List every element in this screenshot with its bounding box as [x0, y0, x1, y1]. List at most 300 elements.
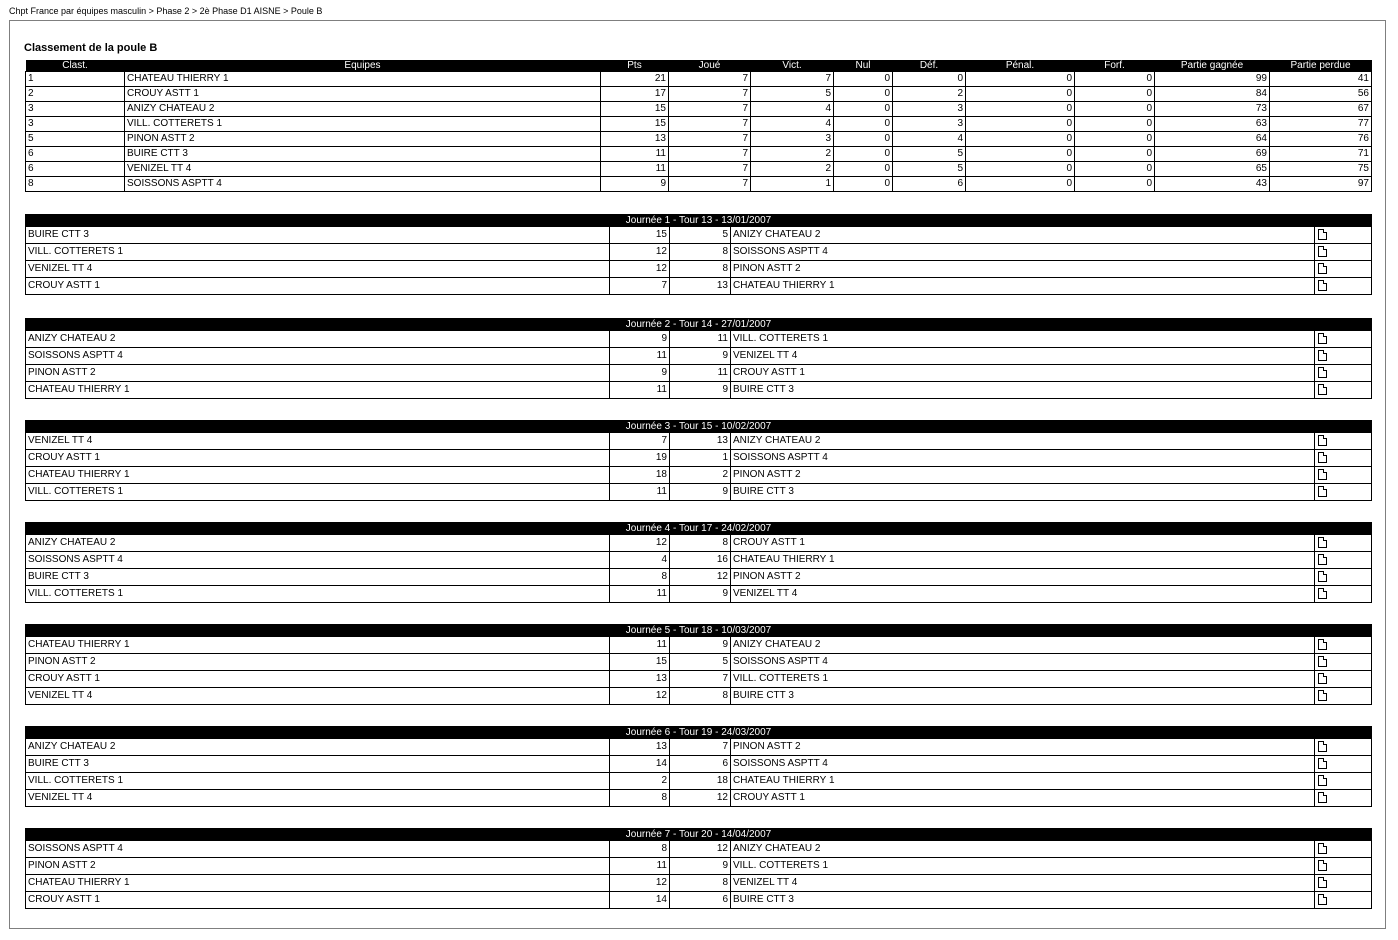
away-score: 7	[670, 671, 731, 688]
match-row	[26, 773, 1372, 790]
standings-row	[26, 117, 1372, 132]
away-team: BUIRE CTT 3	[731, 688, 1315, 705]
match-row	[26, 227, 1372, 244]
standings-cell: 0	[966, 177, 1075, 192]
standings-cell: 3	[26, 102, 125, 117]
away-team: ANIZY CHATEAU 2	[731, 841, 1315, 858]
home-team: ANIZY CHATEAU 2	[26, 535, 610, 552]
standings-cell: 0	[1075, 132, 1155, 147]
document-icon[interactable]	[1318, 656, 1327, 667]
standings-cell: 3	[751, 132, 834, 147]
match-sheet-cell	[1315, 841, 1372, 858]
match-sheet-cell	[1315, 756, 1372, 773]
standings-cell: 77	[1270, 117, 1372, 132]
standings-cell: 5	[893, 147, 966, 162]
document-icon[interactable]	[1318, 452, 1327, 463]
standings-cell: 4	[751, 102, 834, 117]
document-icon[interactable]	[1318, 673, 1327, 684]
document-icon[interactable]	[1318, 486, 1327, 497]
away-team: SOISSONS ASPTT 4	[731, 450, 1315, 467]
home-score: 8	[610, 841, 670, 858]
journee-title: Journée 1 - Tour 13 - 13/01/2007	[26, 215, 1372, 227]
away-score: 6	[670, 892, 731, 909]
document-icon[interactable]	[1318, 741, 1327, 752]
standings-cell: 3	[26, 117, 125, 132]
document-icon[interactable]	[1318, 229, 1327, 240]
away-team: CROUY ASTT 1	[731, 535, 1315, 552]
document-icon[interactable]	[1318, 554, 1327, 565]
home-team: VILL. COTTERETS 1	[26, 586, 610, 603]
home-team: BUIRE CTT 3	[26, 756, 610, 773]
match-row	[26, 348, 1372, 365]
standings-cell: 0	[834, 72, 893, 87]
away-score: 12	[670, 841, 731, 858]
home-score: 8	[610, 790, 670, 807]
match-row	[26, 688, 1372, 705]
home-team: VENIZEL TT 4	[26, 790, 610, 807]
standings-cell: 84	[1155, 87, 1270, 102]
away-team: ANIZY CHATEAU 2	[731, 433, 1315, 450]
match-sheet-cell	[1315, 637, 1372, 654]
match-sheet-cell	[1315, 790, 1372, 807]
team-name: ANIZY CHATEAU 2	[125, 102, 601, 117]
team-name: SOISSONS ASPTT 4	[125, 177, 601, 192]
document-icon[interactable]	[1318, 860, 1327, 871]
document-icon[interactable]	[1318, 588, 1327, 599]
journee-title: Journée 3 - Tour 15 - 10/02/2007	[26, 421, 1372, 433]
match-sheet-cell	[1315, 688, 1372, 705]
document-icon[interactable]	[1318, 843, 1327, 854]
match-sheet-cell	[1315, 244, 1372, 261]
away-score: 9	[670, 348, 731, 365]
standings-cell: 0	[834, 87, 893, 102]
match-row	[26, 875, 1372, 892]
match-row	[26, 756, 1372, 773]
away-score: 5	[670, 654, 731, 671]
away-score: 9	[670, 637, 731, 654]
home-score: 19	[610, 450, 670, 467]
away-score: 16	[670, 552, 731, 569]
match-sheet-cell	[1315, 875, 1372, 892]
standings-cell: 2	[751, 147, 834, 162]
away-score: 9	[670, 586, 731, 603]
home-score: 8	[610, 569, 670, 586]
away-score: 8	[670, 244, 731, 261]
standings-table	[25, 60, 1372, 192]
match-row	[26, 739, 1372, 756]
away-team: VENIZEL TT 4	[731, 586, 1315, 603]
away-score: 1	[670, 450, 731, 467]
standings-cell: 0	[966, 102, 1075, 117]
standings-cell: 75	[1270, 162, 1372, 177]
away-team: BUIRE CTT 3	[731, 892, 1315, 909]
away-score: 12	[670, 790, 731, 807]
match-row	[26, 790, 1372, 807]
standings-cell: 0	[966, 72, 1075, 87]
standings-cell: 97	[1270, 177, 1372, 192]
standings-cell: 0	[966, 117, 1075, 132]
standings-cell: 99	[1155, 72, 1270, 87]
away-score: 8	[670, 688, 731, 705]
home-team: BUIRE CTT 3	[26, 227, 610, 244]
journee-title: Journée 7 - Tour 20 - 14/04/2007	[26, 829, 1372, 841]
standings-cell: 0	[1075, 102, 1155, 117]
standings-title: Classement de la poule B	[24, 42, 158, 54]
away-score: 9	[670, 382, 731, 399]
standings-cell: 7	[669, 162, 751, 177]
document-icon[interactable]	[1318, 758, 1327, 769]
away-team: ANIZY CHATEAU 2	[731, 637, 1315, 654]
away-team: PINON ASTT 2	[731, 467, 1315, 484]
away-score: 2	[670, 467, 731, 484]
standings-cell: 3	[893, 117, 966, 132]
standings-cell: 0	[1075, 147, 1155, 162]
match-row	[26, 244, 1372, 261]
home-team: PINON ASTT 2	[26, 654, 610, 671]
home-team: CROUY ASTT 1	[26, 450, 610, 467]
away-score: 13	[670, 433, 731, 450]
standings-cell: 11	[601, 162, 669, 177]
col-header-clast: Clast.	[26, 60, 125, 72]
col-header-partie-gagnee: Partie gagnée	[1155, 60, 1270, 72]
home-score: 12	[610, 244, 670, 261]
home-score: 11	[610, 484, 670, 501]
standings-cell: 6	[26, 147, 125, 162]
document-icon[interactable]	[1318, 639, 1327, 650]
home-team: SOISSONS ASPTT 4	[26, 348, 610, 365]
match-sheet-cell	[1315, 858, 1372, 875]
standings-cell: 7	[669, 72, 751, 87]
document-icon[interactable]	[1318, 877, 1327, 888]
standings-cell: 7	[669, 132, 751, 147]
home-team: CROUY ASTT 1	[26, 892, 610, 909]
standings-cell: 0	[1075, 72, 1155, 87]
standings-cell: 3	[893, 102, 966, 117]
standings-cell: 64	[1155, 132, 1270, 147]
match-sheet-cell	[1315, 739, 1372, 756]
standings-cell: 7	[669, 147, 751, 162]
standings-cell: 5	[26, 132, 125, 147]
home-team: CROUY ASTT 1	[26, 671, 610, 688]
match-sheet-cell	[1315, 382, 1372, 399]
standings-cell: 76	[1270, 132, 1372, 147]
match-sheet-cell	[1315, 467, 1372, 484]
standings-row	[26, 102, 1372, 117]
standings-cell: 4	[751, 117, 834, 132]
standings-cell: 9	[601, 177, 669, 192]
standings-cell: 1	[751, 177, 834, 192]
team-name: PINON ASTT 2	[125, 132, 601, 147]
home-score: 12	[610, 535, 670, 552]
away-score: 18	[670, 773, 731, 790]
journee-table	[25, 828, 1372, 909]
journee-table	[25, 522, 1372, 603]
away-score: 9	[670, 858, 731, 875]
match-row	[26, 892, 1372, 909]
standings-cell: 2	[893, 87, 966, 102]
team-name: BUIRE CTT 3	[125, 147, 601, 162]
standings-cell: 7	[751, 72, 834, 87]
match-row	[26, 433, 1372, 450]
match-sheet-cell	[1315, 654, 1372, 671]
away-team: CROUY ASTT 1	[731, 790, 1315, 807]
home-team: CHATEAU THIERRY 1	[26, 875, 610, 892]
home-team: PINON ASTT 2	[26, 365, 610, 382]
standings-row	[26, 177, 1372, 192]
standings-cell: 13	[601, 132, 669, 147]
away-score: 6	[670, 756, 731, 773]
team-name: VILL. COTTERETS 1	[125, 117, 601, 132]
document-icon[interactable]	[1318, 690, 1327, 701]
match-row	[26, 484, 1372, 501]
standings-cell: 7	[669, 102, 751, 117]
match-sheet-cell	[1315, 671, 1372, 688]
home-team: VENIZEL TT 4	[26, 688, 610, 705]
document-icon[interactable]	[1318, 775, 1327, 786]
away-team: PINON ASTT 2	[731, 569, 1315, 586]
match-row	[26, 331, 1372, 348]
home-team: ANIZY CHATEAU 2	[26, 331, 610, 348]
away-team: CHATEAU THIERRY 1	[731, 773, 1315, 790]
away-score: 11	[670, 365, 731, 382]
away-team: VILL. COTTERETS 1	[731, 331, 1315, 348]
away-score: 8	[670, 261, 731, 278]
team-name: CHATEAU THIERRY 1	[125, 72, 601, 87]
standings-cell: 0	[966, 147, 1075, 162]
match-row	[26, 261, 1372, 278]
home-team: VENIZEL TT 4	[26, 261, 610, 278]
home-team: SOISSONS ASPTT 4	[26, 841, 610, 858]
standings-cell: 1	[26, 72, 125, 87]
standings-cell: 0	[966, 162, 1075, 177]
col-header-nul: Nul	[834, 60, 893, 72]
journee-table	[25, 624, 1372, 705]
standings-cell: 4	[893, 132, 966, 147]
home-score: 13	[610, 671, 670, 688]
journee-table	[25, 420, 1372, 501]
col-header-pts: Pts	[601, 60, 669, 72]
journee-table	[25, 214, 1372, 295]
match-row	[26, 552, 1372, 569]
away-score: 11	[670, 331, 731, 348]
home-score: 11	[610, 382, 670, 399]
match-sheet-cell	[1315, 450, 1372, 467]
standings-cell: 6	[26, 162, 125, 177]
standings-cell: 0	[834, 132, 893, 147]
home-score: 11	[610, 858, 670, 875]
standings-cell: 6	[893, 177, 966, 192]
match-sheet-cell	[1315, 586, 1372, 603]
standings-cell: 43	[1155, 177, 1270, 192]
match-sheet-cell	[1315, 261, 1372, 278]
col-header-forf: Forf.	[1075, 60, 1155, 72]
document-icon[interactable]	[1318, 537, 1327, 548]
home-score: 18	[610, 467, 670, 484]
standings-cell: 0	[966, 87, 1075, 102]
away-team: CROUY ASTT 1	[731, 365, 1315, 382]
document-icon[interactable]	[1318, 435, 1327, 446]
standings-cell: 73	[1155, 102, 1270, 117]
home-score: 11	[610, 348, 670, 365]
match-sheet-cell	[1315, 433, 1372, 450]
home-team: BUIRE CTT 3	[26, 569, 610, 586]
home-score: 9	[610, 365, 670, 382]
standings-cell: 0	[1075, 87, 1155, 102]
team-name: CROUY ASTT 1	[125, 87, 601, 102]
away-team: VENIZEL TT 4	[731, 348, 1315, 365]
col-header-partie-perdue: Partie perdue	[1270, 60, 1372, 72]
away-score: 8	[670, 535, 731, 552]
standings-cell: 0	[834, 117, 893, 132]
standings-cell: 21	[601, 72, 669, 87]
standings-cell: 7	[669, 117, 751, 132]
document-icon[interactable]	[1318, 246, 1327, 257]
col-header-joue: Joué	[669, 60, 751, 72]
match-row	[26, 467, 1372, 484]
away-team: BUIRE CTT 3	[731, 382, 1315, 399]
home-score: 14	[610, 756, 670, 773]
away-team: CHATEAU THIERRY 1	[731, 278, 1315, 295]
standings-row	[26, 132, 1372, 147]
home-score: 4	[610, 552, 670, 569]
standings-row	[26, 147, 1372, 162]
home-score: 7	[610, 433, 670, 450]
standings-cell: 0	[1075, 162, 1155, 177]
standings-row	[26, 72, 1372, 87]
standings-cell: 63	[1155, 117, 1270, 132]
standings-cell: 0	[1075, 177, 1155, 192]
document-icon[interactable]	[1318, 263, 1327, 274]
col-header-equipes: Equipes	[125, 60, 601, 72]
home-score: 7	[610, 278, 670, 295]
home-score: 15	[610, 654, 670, 671]
away-team: SOISSONS ASPTT 4	[731, 654, 1315, 671]
match-sheet-cell	[1315, 227, 1372, 244]
journee-title: Journée 6 - Tour 19 - 24/03/2007	[26, 727, 1372, 739]
match-row	[26, 535, 1372, 552]
standings-cell: 8	[26, 177, 125, 192]
match-row	[26, 637, 1372, 654]
away-score: 7	[670, 739, 731, 756]
col-header-def: Déf.	[893, 60, 966, 72]
match-row	[26, 858, 1372, 875]
away-team: VILL. COTTERETS 1	[731, 858, 1315, 875]
match-sheet-cell	[1315, 365, 1372, 382]
home-team: CHATEAU THIERRY 1	[26, 637, 610, 654]
home-score: 15	[610, 227, 670, 244]
journee-title: Journée 4 - Tour 17 - 24/02/2007	[26, 523, 1372, 535]
home-score: 13	[610, 739, 670, 756]
standings-row	[26, 87, 1372, 102]
away-team: CHATEAU THIERRY 1	[731, 552, 1315, 569]
match-sheet-cell	[1315, 535, 1372, 552]
standings-cell: 15	[601, 102, 669, 117]
document-icon[interactable]	[1318, 350, 1327, 361]
match-sheet-cell	[1315, 773, 1372, 790]
home-team: CHATEAU THIERRY 1	[26, 382, 610, 399]
team-name: VENIZEL TT 4	[125, 162, 601, 177]
match-sheet-cell	[1315, 348, 1372, 365]
match-sheet-cell	[1315, 552, 1372, 569]
document-icon[interactable]	[1318, 384, 1327, 395]
match-row	[26, 382, 1372, 399]
standings-cell: 0	[966, 132, 1075, 147]
away-team: VILL. COTTERETS 1	[731, 671, 1315, 688]
document-icon[interactable]	[1318, 367, 1327, 378]
match-sheet-cell	[1315, 278, 1372, 295]
journee-title: Journée 5 - Tour 18 - 10/03/2007	[26, 625, 1372, 637]
document-icon[interactable]	[1318, 280, 1327, 291]
journee-title: Journée 2 - Tour 14 - 27/01/2007	[26, 319, 1372, 331]
match-row	[26, 671, 1372, 688]
match-sheet-cell	[1315, 484, 1372, 501]
home-score: 12	[610, 688, 670, 705]
standings-cell: 17	[601, 87, 669, 102]
standings-cell: 2	[751, 162, 834, 177]
standings-cell: 11	[601, 147, 669, 162]
standings-cell: 0	[834, 162, 893, 177]
match-row	[26, 365, 1372, 382]
standings-cell: 0	[834, 102, 893, 117]
document-icon[interactable]	[1318, 333, 1327, 344]
standings-cell: 2	[26, 87, 125, 102]
document-icon[interactable]	[1318, 469, 1327, 480]
match-row	[26, 654, 1372, 671]
home-team: PINON ASTT 2	[26, 858, 610, 875]
home-team: CROUY ASTT 1	[26, 278, 610, 295]
standings-cell: 71	[1270, 147, 1372, 162]
standings-cell: 15	[601, 117, 669, 132]
standings-row	[26, 162, 1372, 177]
journee-table	[25, 318, 1372, 399]
home-team: VILL. COTTERETS 1	[26, 244, 610, 261]
match-row	[26, 450, 1372, 467]
home-team: VILL. COTTERETS 1	[26, 773, 610, 790]
home-score: 2	[610, 773, 670, 790]
match-row	[26, 586, 1372, 603]
away-team: SOISSONS ASPTT 4	[731, 756, 1315, 773]
home-team: SOISSONS ASPTT 4	[26, 552, 610, 569]
standings-cell: 56	[1270, 87, 1372, 102]
away-score: 12	[670, 569, 731, 586]
home-team: CHATEAU THIERRY 1	[26, 467, 610, 484]
standings-cell: 7	[669, 177, 751, 192]
document-icon[interactable]	[1318, 894, 1327, 905]
match-row	[26, 569, 1372, 586]
col-header-vict: Vict.	[751, 60, 834, 72]
standings-cell: 0	[893, 72, 966, 87]
away-team: VENIZEL TT 4	[731, 875, 1315, 892]
match-sheet-cell	[1315, 569, 1372, 586]
away-team: PINON ASTT 2	[731, 739, 1315, 756]
away-team: PINON ASTT 2	[731, 261, 1315, 278]
home-team: VILL. COTTERETS 1	[26, 484, 610, 501]
match-row	[26, 278, 1372, 295]
standings-cell: 0	[834, 147, 893, 162]
breadcrumb: Chpt France par équipes masculin > Phase 2 > 2è Phase D1 AISNE > Poule B	[9, 6, 323, 16]
away-team: BUIRE CTT 3	[731, 484, 1315, 501]
standings-cell: 5	[893, 162, 966, 177]
document-icon[interactable]	[1318, 792, 1327, 803]
away-team: SOISSONS ASPTT 4	[731, 244, 1315, 261]
home-score: 9	[610, 331, 670, 348]
standings-cell: 7	[669, 87, 751, 102]
home-team: VENIZEL TT 4	[26, 433, 610, 450]
standings-cell: 41	[1270, 72, 1372, 87]
standings-cell: 5	[751, 87, 834, 102]
document-icon[interactable]	[1318, 571, 1327, 582]
standings-cell: 65	[1155, 162, 1270, 177]
